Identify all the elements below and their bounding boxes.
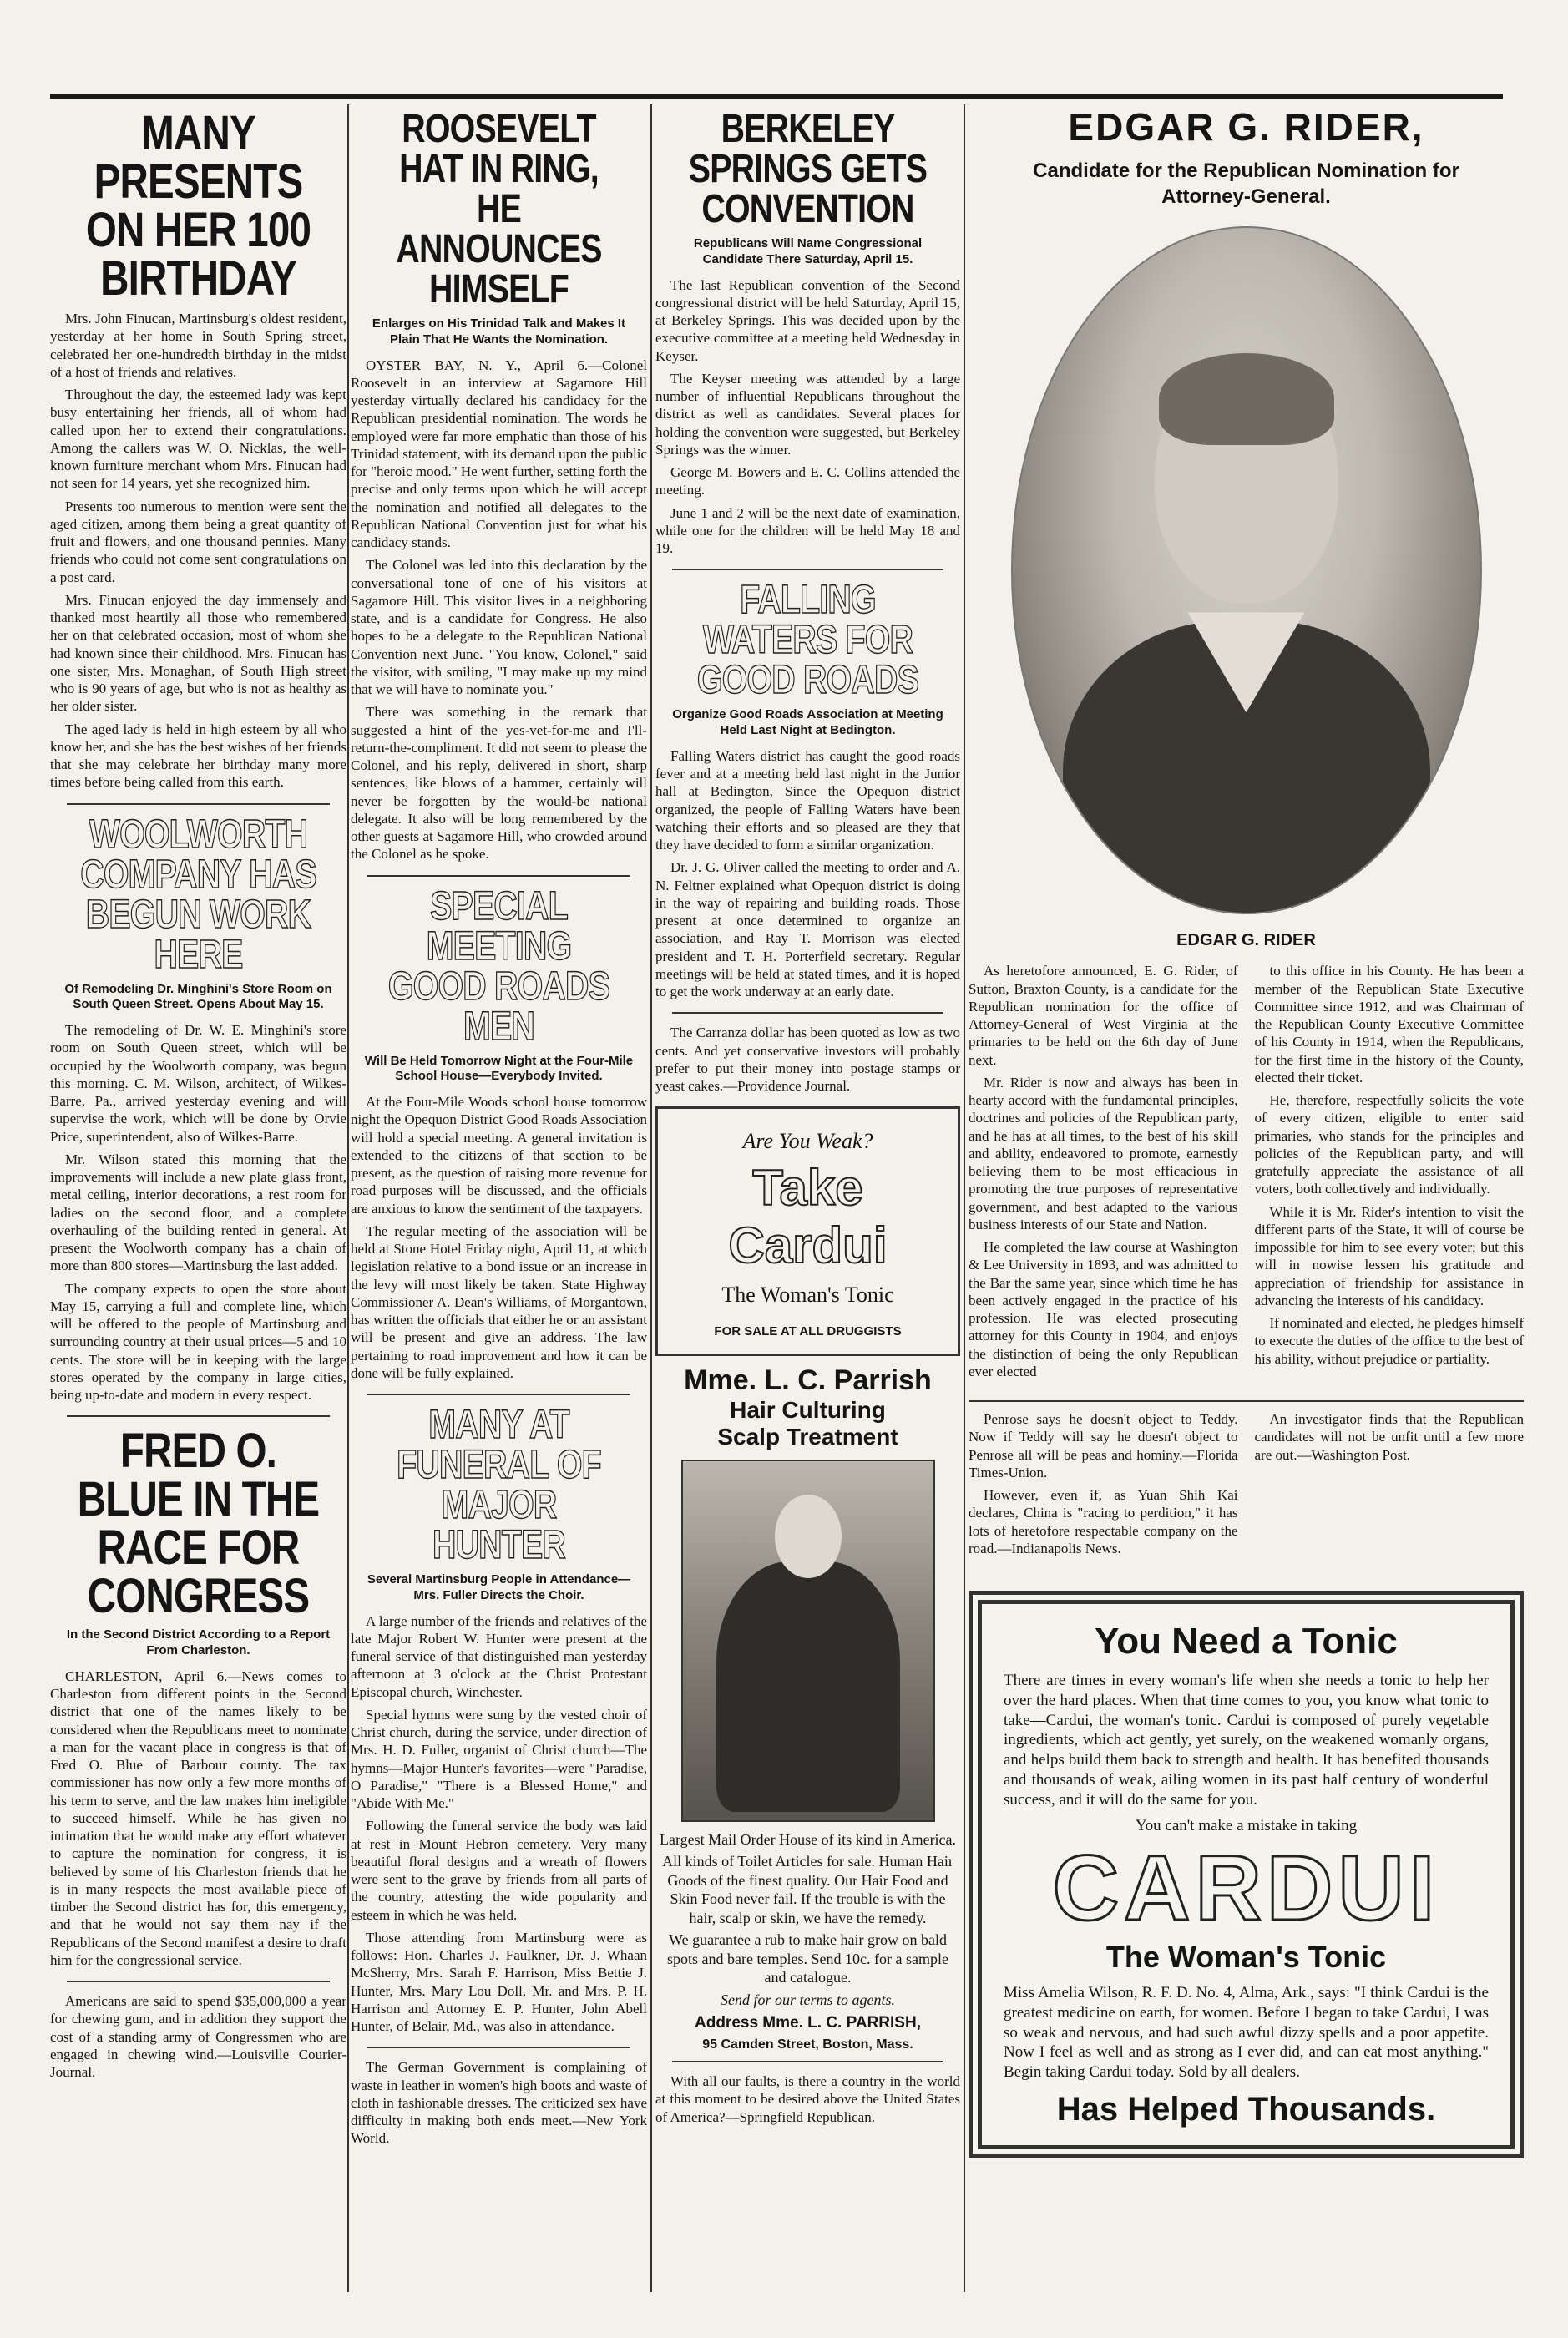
paragraph: Penrose says he doesn't object to Teddy. Now if Teddy will say he doesn't object to Penrose all will be peas and hominy.—Florida Times-Union. (969, 1411, 1238, 1480)
divider (67, 1415, 330, 1417)
rider-subtitle: Attorney-General. (1161, 185, 1331, 209)
article-body (50, 1992, 346, 2081)
paragraph: The remodeling of Dr. W. E. Minghini's store room on South Queen street, which will be occupied by the Woolworth company, was begun this morning. C. M. Wilson, architect, of Wilkes-Barre, Pa., arrived yesterday evening and will supervise the work, which will be done by Orvie Price, superintendent, also of Wilkes-Barre. (50, 1022, 346, 1145)
article-body (969, 1410, 1238, 1562)
article-body (655, 747, 960, 1001)
rider-portrait (1011, 226, 1482, 914)
paragraph: The Keyser meeting was attended by a large number of influential Republicans throughout the district as well as candidates. Several places for holding the convention were suggested, but Berkeley Springs was the winner. (655, 370, 960, 458)
paragraph: The Carranza dollar has been quoted as low as two cents. And yet conservative investors will probably prefer to put their money into postage stamps or yeast cakes.—Providence Journal. (655, 1025, 960, 1094)
divider (367, 1394, 630, 1395)
column-3 (655, 104, 960, 2138)
paragraph: An investigator finds that the Republican candidates will not be unfit until a few more are out.—Washington Post. (1254, 1411, 1524, 1463)
ad-address: 95 Camden Street, Boston, Mass. (702, 2037, 913, 2052)
ad-footer: Has Helped Thousands. (1056, 2090, 1436, 2128)
ad-brand: Take Cardui (728, 1160, 888, 1274)
divider (672, 2061, 943, 2062)
paragraph: Mrs. Finucan enjoyed the day immensely and thanked most heartily all those who remembered her on that celebrated occasion, most of whom she had known since their childhood. Mrs. Finucan has one sister, Mrs. Monaghan, of South High street who is 90 years of age, but who is not as healthy as her older sister. (50, 591, 346, 715)
paragraph: A large number of the friends and relatives of the late Major Robert W. Hunter were present at the funeral service of that distinguished man yesterday afternoon at 3 o'clock at the Christ Protestant Episcopal church, Winchester. (351, 1612, 647, 1700)
ad-text: All kinds of Toilet Articles for sale. Human Hair Goods of the finest quality. Our Hair Food and Skin Food never fail. If the trouble is with the hair, scalp or skin, we have the remedy. (662, 1853, 953, 1926)
paragraph: He completed the law course at Washington & Lee University in 1893, and was admitted to the Bar the same year, since which time he has been actively engaged in the practice of his profession. He was elected prosecuting attorney for this County in 1904, and enjoys the distinction of being the only Republican ever elected (969, 1239, 1238, 1379)
paragraph: The last Republican convention of the Second congressional district will be held Saturday, April 15, at Berkeley Springs. This was decided upon by the executive committee at a meeting held Wednesday in Keyser. (655, 276, 960, 364)
article-body (655, 276, 960, 558)
ad-line: FOR SALE AT ALL DRUGGISTS (714, 1324, 902, 1339)
divider (67, 803, 330, 805)
newspaper-page (50, 88, 1524, 2309)
ad-line: The Woman's Tonic (721, 1283, 894, 1308)
rider-subtitle: Candidate for the Republican Nomination for (1033, 159, 1459, 182)
column-rule (964, 104, 965, 2292)
article-body (655, 2072, 960, 2126)
article-body (50, 1667, 346, 1969)
deck: Several Martinsburg People in Attendance—Mrs. Fuller Directs the Choir. (367, 1572, 631, 1602)
ad-text: Largest Mail Order House of its kind in America. (659, 1830, 957, 1848)
paragraph: Americans are said to spend $35,000,000 a year for chewing gum, and in addition they support the cost of a standing army of Congressmen who are engaged in chewing wind.—Louisville Courier-Journal. (50, 1993, 346, 2080)
paragraph: The German Government is complaining of waste in leather in women's high boots and waste of cloth in fashionable dresses. The criticized sex have difficulty in making both ends meet.—New York World. (351, 2059, 647, 2147)
column-rule (650, 104, 652, 2292)
paragraph: Presents too numerous to mention were sent the aged citizen, among them being a great quantity of fruit and flowers, and one thousand pennies. Many friends who could not come sent congratulations on a post card. (50, 498, 346, 585)
ad-sub: Hair Culturing (730, 1397, 886, 1424)
paragraph: The company expects to open the store about May 15, carrying a full and complete line, which will be offered to the people of Martinsburg and surrounding country at their usual prices—5 and 10 cents. The store will be in keeping with the large stores operated by the company in large cities, being up-to-date and modern in every respect. (50, 1280, 346, 1403)
headline: MANY AT FUNERAL OF MAJOR HUNTER (397, 1403, 601, 1567)
headline: MANY PRESENTS ON HER 100 BIRTHDAY (85, 106, 311, 306)
hair-shape (716, 1561, 900, 1812)
paragraph: George M. Bowers and E. C. Collins attended the meeting. (655, 464, 960, 498)
paragraph: to this office in his County. He has been a member of the Republican State Executive Committee since 1912, and was Chairman of the Republican County Executive Committee of his County in 1914, when the Republicans, for the first time in the history of the County, elected their ticket. (1254, 963, 1524, 1086)
ad-text: Miss Amelia Wilson, R. F. D. No. 4, Alma, Ark., says: "I think Cardui is the greatest medicine on earth, for women. Before I began to take Cardui, I was so weak and nervous, and had such awful dizzy spells and a poor appetite. Now I feel as well and as strong as I ever did, and can eat most anything." Begin taking Cardui today. Sold by all dealers. (1004, 1984, 1489, 2082)
headline: BERKELEY SPRINGS GETS CONVENTION (688, 107, 928, 231)
rider-title: EDGAR G. RIDER, (1068, 105, 1424, 149)
column-2 (351, 104, 647, 2159)
article-body (351, 2058, 647, 2147)
paragraph: Dr. J. G. Oliver called the meeting to order and A. N. Feltner explained what Opequon district is doing in the way of repairing and building roads. Those present at once determined to organize an association, and Ray T. Morrison was elected president and T. H. Porterfield secretary. Regular meetings will be held at stated times, and it is hoped to get the work underway at an early date. (655, 859, 960, 999)
article-body (1255, 962, 1525, 1385)
headline: FALLING WATERS FOR GOOD ROADS (696, 578, 919, 703)
ad-text: There are times in every woman's life when she needs a tonic to help her over the hard places. When that time comes to you, you know what tonic to take—Cardui, the woman's tonic. Cardui is composed of purely vegetable ingredients, which act gently, yet surely, on the weakened womanly organs, and helps build them back to strength and health. It has benefited thousands and thousands of weak, ailing women in its past half century of wonderful success, and it will do the same for you. (1004, 1672, 1489, 1809)
divider (969, 1400, 1524, 1402)
headline: WOOLWORTH COMPANY HAS BEGUN WORK HERE (80, 812, 316, 977)
hair-shape (1159, 353, 1334, 445)
paragraph: Following the funeral service the body was laid at rest in Mount Hebron cemetery. Very many beautiful floral designs and a wreath of flowers were sent to the grave by friends from all parts of the country, attesting the wide popularity and esteem in which he was held. (351, 1818, 647, 1923)
column-1 (50, 104, 346, 2093)
article-body (351, 357, 647, 863)
paragraph: CHARLESTON, April 6.—News comes to Charleston from different points in the Second district that one of the names likely to be considered when the Republicans meet to nominate a man for the vacant place in congress is that of Fred O. Blue of Barbour county. The tax commissioner has now only a few more months of his term to serve, and the law makes him ineligible to succeed himself. While he has given no intimation that he would make any effort whatever to capture the nomination for congress, it is believed by some of his Charleston friends that he is in many respects the most available piece of timber the Second district has for, this emergency, and that he would not say them nay if the Republicans of the Second manifest a desire to draft him for the congressional service. (50, 1667, 346, 1968)
face-shape (775, 1495, 842, 1578)
paragraph: Special hymns were sung by the vested choir of Christ church, during the service, under direction of Mrs. H. D. Fuller, organist of Christ church—The hymns—Major Hunter's favorites—were "Paradise, O Paradise," "There is a Blessed Home," and "Abide With Me." (351, 1706, 647, 1811)
ad-brand: CARDUI (1052, 1837, 1440, 1941)
ad-title: You Need a Tonic (1095, 1621, 1398, 1662)
headline: SPECIAL MEETING GOOD ROADS MEN (387, 883, 610, 1049)
divider (672, 569, 943, 570)
rider-text (969, 962, 1524, 1397)
ad-text: Send for our terms to agents. (721, 1991, 895, 2008)
paragraph: At the Four-Mile Woods school house tomorrow night the Opequon District Good Roads Association will hold a special meeting. A general invitation is extended to the citizens of that section to be present, as the question of raising more revenue for road purposes will be discussed, and the officials are anxious to know the sentiment of the taxpayers. (351, 1094, 647, 1217)
paragraph: As heretofore announced, E. G. Rider, of Sutton, Braxton County, is a candidate for the Republican nomination for the office of Attorney-General of West Virginia at the primaries to be held on the 6th day of June next. (969, 963, 1238, 1068)
headline: FRED O. BLUE IN THE RACE FOR CONGRESS (77, 1424, 320, 1624)
ad-text: We guarantee a rub to make hair grow on bald spots and bare temples. Send 10c. for a sample and catalogue. (667, 1931, 948, 1986)
deck: Enlarges on His Trinidad Talk and Makes It Plain That He Wants the Nomination. (372, 316, 626, 347)
deck: Republicans Will Name Congressional Candidate There Saturday, April 15. (693, 236, 923, 266)
ad-name: Mme. L. C. Parrish (684, 1364, 932, 1397)
deck: Will Be Held Tomorrow Night at the Four-Mile School House—Everybody Invited. (364, 1053, 634, 1084)
article-body (50, 310, 346, 792)
shorts (969, 1410, 1524, 1574)
article-body (655, 1024, 960, 1095)
article-body (50, 1021, 346, 1404)
paragraph: June 1 and 2 will be the next date of examination, while one for the children will be held May 18 and 19. (655, 504, 960, 556)
portrait-caption: EDGAR G. RIDER (1176, 931, 1316, 950)
paragraph: The regular meeting of the association will be held at Stone Hotel Friday night, April 11, at which legislation relative to a bond issue or an increase in the levy will most likely be taken. State Highway Commissioner A. Dean's Williams, of Morgantown, has written the officials that either he or an assistant will be present and give an address. The law pertaining to road improvement and how it can be done will be fully explained. (351, 1222, 647, 1381)
paragraph: The aged lady is held in high esteem by all who know her, and she has the best wishes of her friends that she may celebrate her birthday many more times before being called from this earth. (50, 721, 346, 791)
ad-sub: Scalp Treatment (717, 1424, 898, 1450)
paragraph: Those attending from Martinsburg were as follows: Hon. Charles J. Faulkner, Dr. J. Whaan McSherry, Mrs. Sarah F. Harrison, Miss Bettie J. Hunter, Mrs. Mary Lou Doll, Mr. and Mrs. P. H. Harrison and Attorney E. P. Hunter, John Abell Hunter, of Belair, Md., was also in attendance. (351, 1929, 647, 2034)
paragraph: With all our faults, is there a country in the world at this moment to be desired above the United States of America?—Springfield Republican. (655, 2073, 960, 2125)
deck: Organize Good Roads Association at Meeting Held Last Night at Bedington. (672, 707, 943, 737)
ad-address: Address Mme. L. C. PARRISH, (695, 2014, 921, 2032)
divider (67, 1981, 330, 1982)
paragraph: If nominated and elected, he pledges himself to execute the duties of the office to the best of his ability, without prejudice or partiality. (1254, 1315, 1524, 1367)
paragraph: OYSTER BAY, N. Y., April 6.—Colonel Roosevelt in an interview at Sagamore Hill yesterday virtually declared his candidacy for the Republican presidential nomination. The words he employed were far more emphatic than those of his Trinidad statement, with its demand upon the public for "heroic mood." He went further, setting forth the precise and only terms upon which he will accept the nomination and notified all delegates to the Republican National Convention just for what his candidacy stands. (351, 357, 647, 550)
paragraph: The Colonel was led into this declaration by the conversational tone of one of his visitors at Sagamore Hill. This visitor lives in a neighboring state, and is a candidate for Congress. He also hopes to be a delegate to the Republican National Convention next June. "You know, Colonel," said the visitor, with smiling, "I may make up my mind that we will have to nominate you." (351, 557, 647, 697)
ad-text: You can't make a mistake in taking (1135, 1817, 1358, 1835)
paragraph: Mrs. John Finucan, Martinsburg's oldest resident, yesterday at her home in South Spring street, celebrated her one-hundredth birthday in the midst of a host of friends and relatives. (50, 311, 346, 380)
cardui-tonic-ad (969, 1591, 1524, 2158)
cardui-small-ad (655, 1106, 960, 1356)
paragraph: Falling Waters district has caught the good roads fever and at a meeting held last night in the Junior hall at Bedington, Since the Opequon district organized, the people of Falling Waters have been watching their efforts and so pleased are they that they have decided to form a similar organization. (655, 747, 960, 853)
article-body (1255, 1410, 1525, 1562)
deck: Of Remodeling Dr. Minghini's Store Room on South Queen Street. Opens About May 15. (64, 981, 332, 1012)
column-4 (969, 104, 1524, 2158)
divider (672, 1012, 943, 1014)
paragraph: Mr. Wilson stated this morning that the improvements will include a new plate glass front, metal ceiling, interior decorations, a rest room for ladies on the second floor, and a complete overhauling of the building rented in general. At present the Woolworth company has a chain of more than 800 stores—Martinsburg the last added. (50, 1151, 346, 1274)
ad-slogan: The Woman's Tonic (1105, 1940, 1387, 1975)
ad-line: Are You Weak? (742, 1129, 873, 1154)
divider (367, 2047, 630, 2048)
paragraph: However, even if, as Yuan Shih Kai declares, China is "racing to perdition," it has lots of heretofore respectable company on the road.—Indianapolis News. (969, 1487, 1238, 1556)
deck: In the Second District According to a Report From Charleston. (66, 1627, 331, 1657)
article-body (969, 962, 1238, 1385)
parrish-ad (655, 1364, 960, 2052)
paragraph: Throughout the day, the esteemed lady was kept busy entertaining her friends, all of whom had called upon her to extend their congratulations. Among the callers was W. O. Nicklas, the well-known furniture merchant whom Mrs. Finucan had not seen for 14 years, yet she recognized him. (50, 387, 346, 492)
paragraph: Mr. Rider is now and always has been in hearty accord with the fundamental principles, doctrines and policies of the Republican party, and he has at all times, to the best of his skill and ability, endeavored to promote, earnestly believing them to be most efficacious in promoting the true purposes of representative government, and best adapted to the various business interests of our State and Nation. (969, 1074, 1238, 1232)
paragraph: There was something in the remark that suggested a hint of the yes-vet-for-me and I'll-return-the-compliment. It did not seem to please the Colonel, and his reply, delivered in short, sharp sentences, like blows of a hammer, certainly will never be forgotten by the would-be national delegate. It also will be long remembered by the other guests at Sagamore Hill, who crowded around the Colonel as he spoke. (351, 704, 647, 863)
headline: ROOSEVELT HAT IN RING, HE ANNOUNCES HIMSELF (396, 107, 602, 311)
woman-portrait-illustration (681, 1460, 935, 1822)
article-body (351, 1612, 647, 2036)
column-rule (347, 104, 349, 2292)
divider (367, 875, 630, 877)
article-body (351, 1093, 647, 1382)
paragraph: While it is Mr. Rider's intention to visit the different parts of the State, it will of course be impossible for him to see every voter; but this will in nowise lessen his gratitude and appreciation of friendship for assistance in advancing the interests of his candidacy. (1254, 1203, 1524, 1308)
paragraph: He, therefore, respectfully solicits the vote of every citizen, eligible to enter said primaries, who stands for the principles and policies of the Republican party, and will gratefully appreciate the assistance of all voters, both collectively and individually. (1254, 1092, 1524, 1197)
